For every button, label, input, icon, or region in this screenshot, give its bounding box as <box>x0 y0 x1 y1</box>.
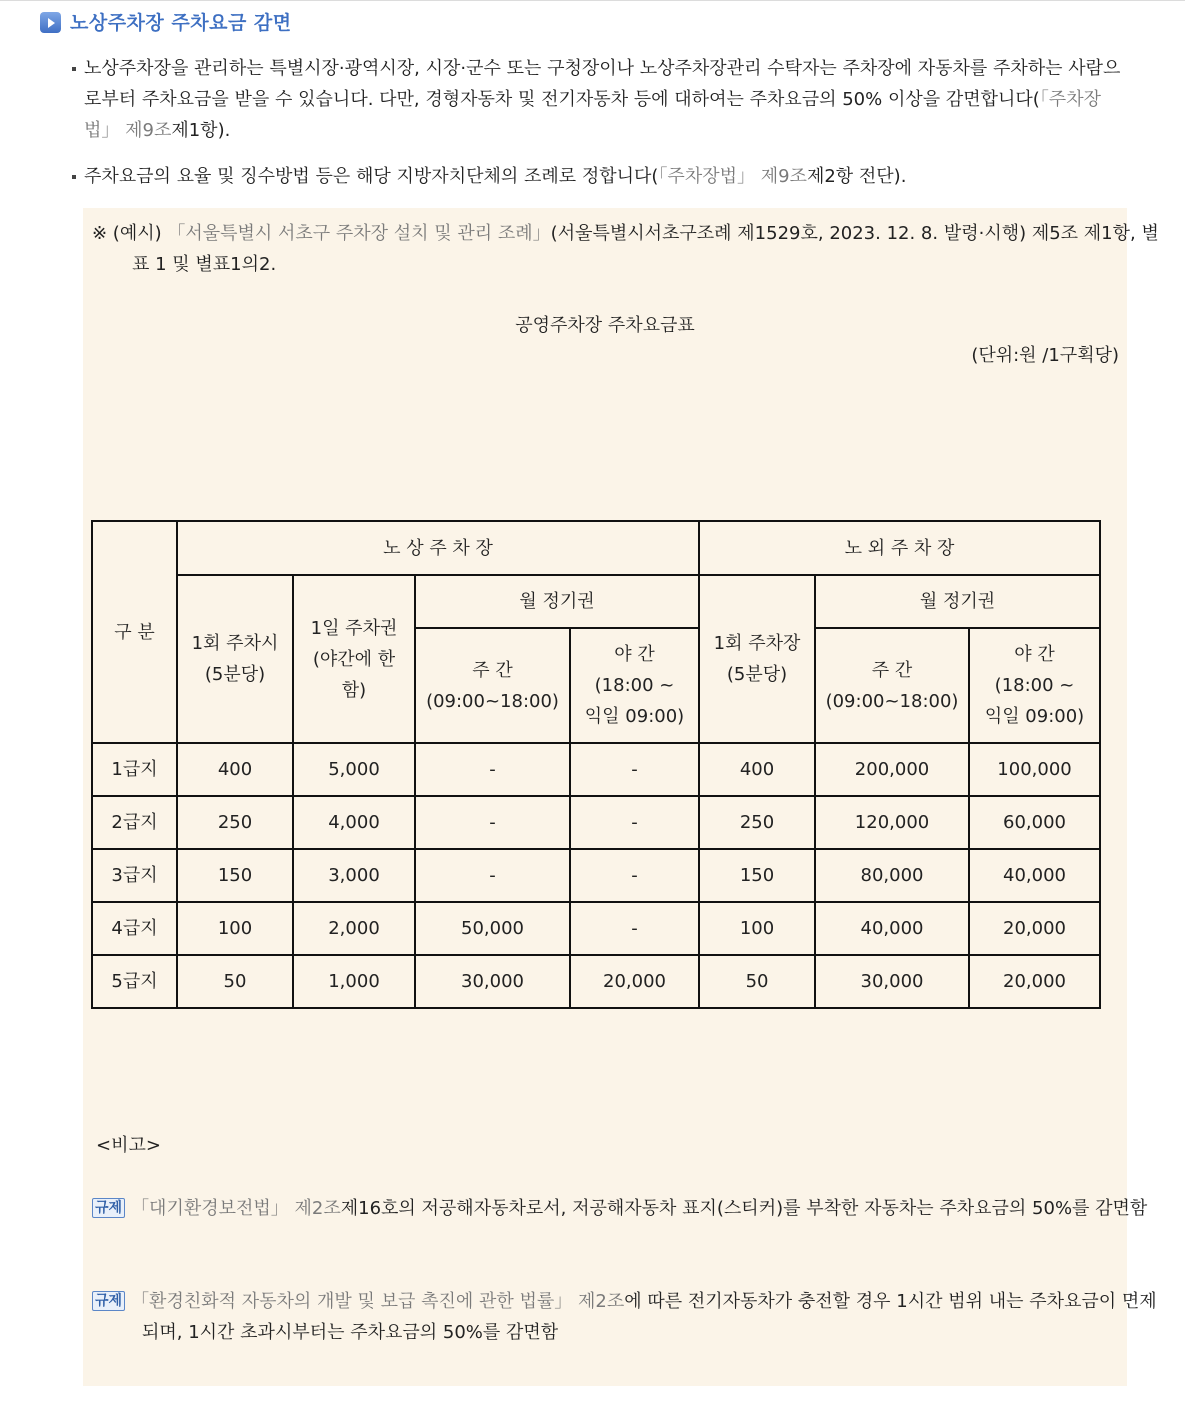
table-cell: 5,000 <box>293 743 415 796</box>
example-note: ※ (예시) 「서울특별시 서초구 주차장 설치 및 관리 조례」(서울특별시서초구조례 제1529호, 2023. 12. 8. 발령·시행) 제5조 제1항, 별표 1 및 별표1의2. <box>92 223 1159 275</box>
table-cell: 150 <box>177 849 293 902</box>
law-link-parking-act[interactable]: 「주차장법」 제9조 <box>658 166 807 187</box>
table-cell: 200,000 <box>815 743 969 796</box>
table-cell: 4,000 <box>293 796 415 849</box>
section-heading <box>40 8 292 35</box>
table-cell: 250 <box>699 796 815 849</box>
table-cell: 150 <box>699 849 815 902</box>
table-row <box>92 743 1100 796</box>
remark-item-electric-vehicle: 규제 「환경친화적 자동차의 개발 및 보급 촉진에 관한 법률」 제2조에 따른 전기자동차가 충전할 경우 1시간 범위 내는 주차요금이 면제되며, 1시간 초과시부터는 주차요금의 50%를 감면함 <box>92 1286 1172 1348</box>
regulation-badge[interactable]: 규제 <box>92 1198 125 1218</box>
table-row <box>92 902 1100 955</box>
law-link-seocho-ordinance[interactable]: 「서울특별시 서초구 주차장 설치 및 관리 조례」 <box>167 223 551 244</box>
fee-table-unit: (단위:원 /1구획당) <box>971 345 1119 366</box>
table-cell: 400 <box>699 743 815 796</box>
table-cell: 40,000 <box>969 849 1100 902</box>
header-onstreet-day: 주 간 (09:00~18:00) <box>415 628 570 743</box>
table-cell: 80,000 <box>815 849 969 902</box>
table-cell: 50,000 <box>415 902 570 955</box>
table-cell: - <box>415 849 570 902</box>
table-row <box>92 796 1100 849</box>
bullet-icon <box>72 67 76 71</box>
law-link-eco-vehicle-act[interactable]: 「환경친화적 자동차의 개발 및 보급 촉진에 관한 법률」 제2조 <box>131 1291 625 1312</box>
header-offstreet-day: 주 간 (09:00~18:00) <box>815 628 969 743</box>
fee-table-title: 공영주차장 주차요금표 <box>515 315 695 336</box>
header-onstreet-daily: 1일 주차권 (야간에 한 함) <box>293 575 415 743</box>
table-cell: 3급지 <box>92 849 177 902</box>
table-cell: 40,000 <box>815 902 969 955</box>
law-link-clean-air-act[interactable]: 「대기환경보전법」 제2조 <box>131 1198 341 1219</box>
table-cell: 100 <box>177 902 293 955</box>
top-divider <box>0 0 1185 1</box>
header-offstreet-once: 1회 주차장 (5분당) <box>699 575 815 743</box>
table-cell: 60,000 <box>969 796 1100 849</box>
table-cell: 20,000 <box>570 955 699 1008</box>
table-cell: 50 <box>177 955 293 1008</box>
table-cell: - <box>570 849 699 902</box>
table-cell: - <box>570 902 699 955</box>
table-cell: 2,000 <box>293 902 415 955</box>
table-cell: 2급지 <box>92 796 177 849</box>
header-onstreet: 노 상 주 차 장 <box>177 521 699 575</box>
header-offstreet-night: 야 간 (18:00 ~ 익일 09:00) <box>969 628 1100 743</box>
play-arrow-icon <box>40 12 61 33</box>
table-cell: 30,000 <box>415 955 570 1008</box>
table-cell: 1,000 <box>293 955 415 1008</box>
table-cell: - <box>415 743 570 796</box>
header-offstreet: 노 외 주 차 장 <box>699 521 1100 575</box>
fee-table <box>91 520 1101 1009</box>
bullet-icon <box>72 175 76 179</box>
table-cell: 20,000 <box>969 902 1100 955</box>
header-onstreet-night: 야 간 (18:00 ~ 익일 09:00) <box>570 628 699 743</box>
table-cell: 3,000 <box>293 849 415 902</box>
table-cell: 30,000 <box>815 955 969 1008</box>
regulation-badge[interactable]: 규제 <box>92 1291 125 1311</box>
paragraph-fee-ordinance: 주차요금의 요율 및 징수방법 등은 해당 지방자치단체의 조례로 정합니다(「주차장법」 제9조제2항 전단). <box>84 161 1136 192</box>
header-onstreet-monthly: 월 정기권 <box>415 575 699 628</box>
table-cell: 120,000 <box>815 796 969 849</box>
paragraph-fee-collection: 노상주차장을 관리하는 특별시장·광역시장, 시장·군수 또는 구청장이나 노상주차장관리 수탁자는 주차장에 자동차를 주차하는 사람으로부터 주차요금을 받을 수 있습니다. 다만, 경형자동차 및 전기자동차 등에 대하여는 주차요금의 50% 이상을 감면합니다(「주차장법」 제9조제1항). <box>84 53 1136 146</box>
table-cell: - <box>570 743 699 796</box>
table-cell: 5급지 <box>92 955 177 1008</box>
table-cell: 100,000 <box>969 743 1100 796</box>
table-cell: - <box>415 796 570 849</box>
header-category: 구 분 <box>92 521 177 743</box>
table-row <box>92 849 1100 902</box>
law-link-parking-act[interactable]: 「주차장법」 제9조 <box>84 89 1101 141</box>
header-onstreet-once: 1회 주차시 (5분당) <box>177 575 293 743</box>
table-cell: 250 <box>177 796 293 849</box>
remark-item-low-emission: 규제 「대기환경보전법」 제2조제16호의 저공해자동차로서, 저공해자동차 표지(스티커)를 부착한 자동차는 주차요금의 50%를 감면함 <box>92 1193 1172 1224</box>
remarks-label: <비고> <box>96 1135 161 1156</box>
table-cell: 50 <box>699 955 815 1008</box>
header-offstreet-monthly: 월 정기권 <box>815 575 1100 628</box>
table-cell: 20,000 <box>969 955 1100 1008</box>
table-row <box>92 955 1100 1008</box>
section-title: 노상주차장 주차요금 감면 <box>70 12 292 34</box>
table-cell: 100 <box>699 902 815 955</box>
table-cell: - <box>570 796 699 849</box>
table-cell: 1급지 <box>92 743 177 796</box>
table-cell: 4급지 <box>92 902 177 955</box>
table-cell: 400 <box>177 743 293 796</box>
